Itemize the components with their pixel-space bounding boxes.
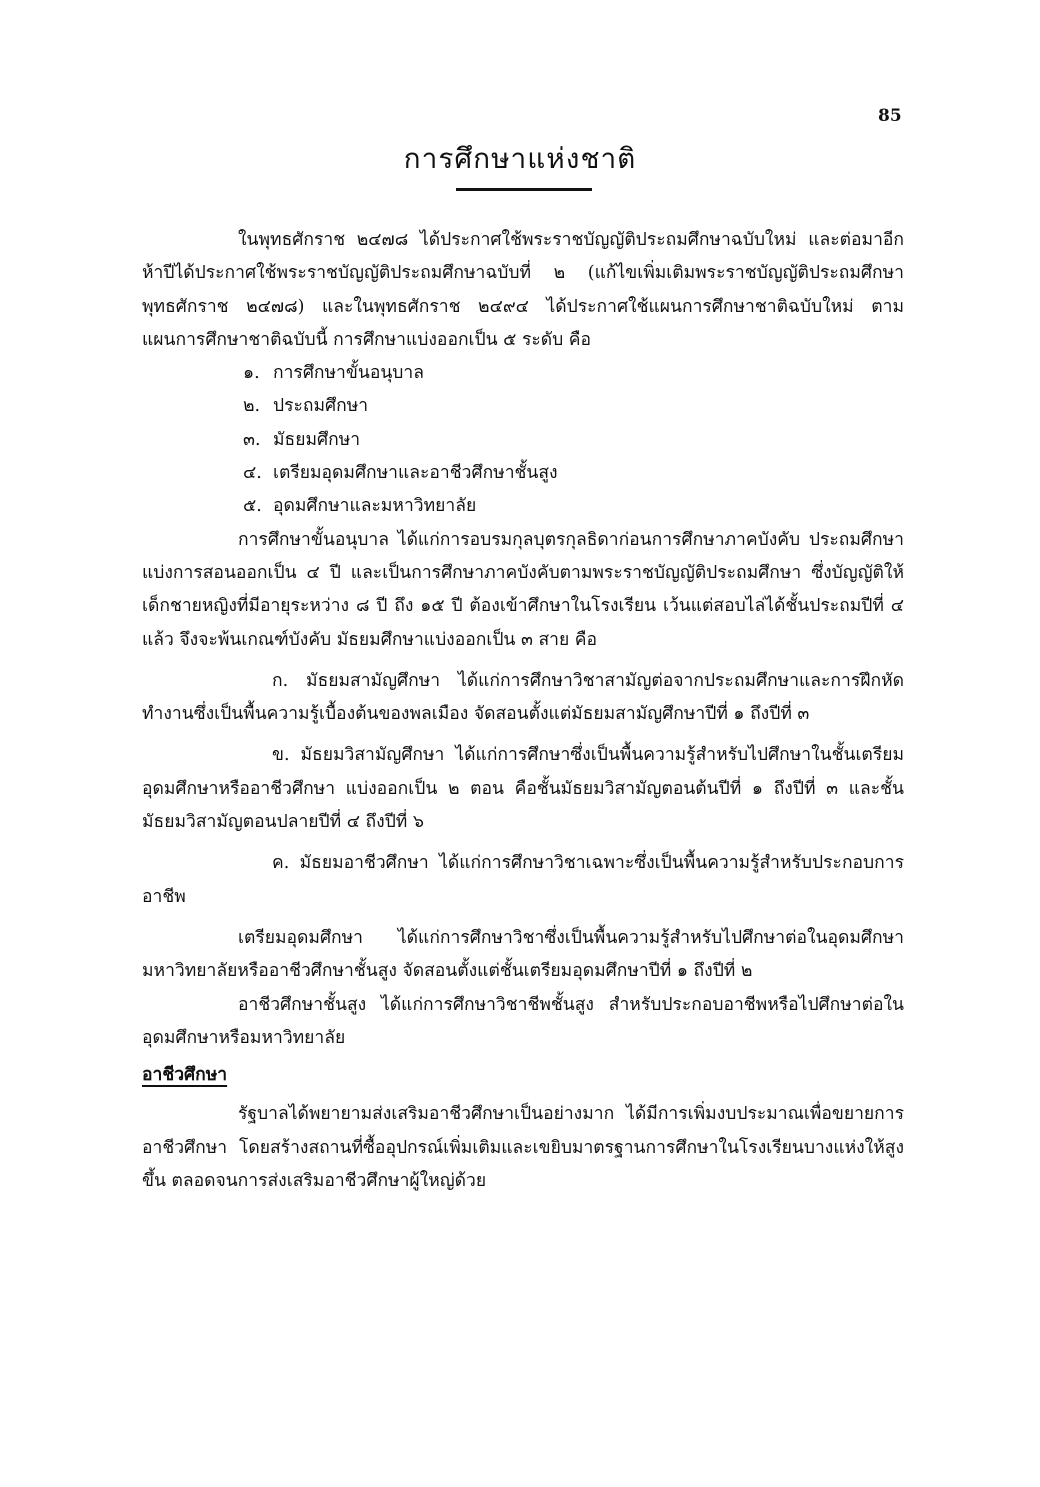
list-item-number: ๓. <box>243 429 261 450</box>
higher-vocational-paragraph: อาชีวศึกษาชั้นสูง ได้แก่การศึกษาวิชาชีพชั้นสูง สำหรับประกอบอาชีพหรือไปศึกษาต่อในอุดมศึกษาหรือมหาวิทยาลัย <box>142 994 904 1048</box>
stream-a-paragraph: ก. มัธยมสามัญศึกษา ได้แก่การศึกษาวิชาสามัญต่อจากประถมศึกษาและการฝึกหัดทำงานซึ่งเป็นพื้นความรู้เบื้องต้นของพลเมือง จัดสอนตั้งแต่มัธยมสามัญศึกษาปีที่ ๑ ถึงปีที่ ๓ <box>142 670 904 725</box>
list-item-number: ๑. <box>243 363 260 384</box>
kindergarten-paragraph: การศึกษาขั้นอนุบาล ได้แก่การอบรมกุลบุตรกุลธิดาก่อนการศึกษาภาคบังคับ ประถมศึกษาแบ่งการสอนออกเป็น ๔ ปี และเป็นการศึกษาภาคบังคับตามพระราชบัญญัติประถมศึกษา ซึ่งบัญญัติให้เด็กชายหญิงที่มีอายุระหว่าง ๘ ปี ถึง ๑๕ ปี ต้องเข้าศึกษาในโรงเรียน เว้นแต่สอบไล่ได้ชั้นประถมปีที่ ๔ แล้ว จึงจะพ้นเกณฑ์บังคับ มัธยมศึกษาแบ่งออกเป็น ๓ สาย คือ <box>142 529 904 650</box>
list-item-label: มัธยมศึกษา <box>273 429 361 450</box>
list-item-number: ๕. <box>243 496 262 517</box>
intro-paragraph: ในพุทธศักราช ๒๔๗๘ ได้ประกาศใช้พระราชบัญญัติประถมศึกษาฉบับใหม่ และต่อมาอีกห้าปีได้ประกาศใช้พระราชบัญญัติประถมศึกษาฉบับที่ ๒ (แก้ไขเพิ่มเติมพระราชบัญญัติประถมศึกษาพุทธศักราช ๒๔๗๘) และในพุทธศักราช ๒๔๙๔ ได้ประกาศใช้แผนการศึกษาชาติฉบับใหม่ ตามแผนการศึกษาชาติฉบับนี้ การศึกษาแบ่งออกเป็น ๕ ระดับ คือ <box>142 230 904 350</box>
section-heading: อาชีวศึกษา <box>142 1065 228 1086</box>
stream-b-paragraph: ข. มัธยมวิสามัญศึกษา ได้แก่การศึกษาซึ่งเป็นพื้นความรู้สำหรับไปศึกษาในชั้นเตรียมอุดมศึกษาหรืออาชีวศึกษา แบ่งออกเป็น ๒ ตอน คือชั้นมัธยมวิสามัญตอนต้นปีที่ ๑ ถึงปีที่ ๓ และชั้นมัธยมวิสามัญตอนปลายปีที่ ๔ ถึงปีที่ ๖ <box>142 745 904 833</box>
prep-paragraph: เตรียมอุดมศึกษา ได้แก่การศึกษาวิชาซึ่งเป็นพื้นความรู้สำหรับไปศึกษาต่อในอุดมศึกษา มหาวิทยาลัยหรืออาชีวศึกษาชั้นสูง จัดสอนตั้งแต่ชั้นเตรียมอุดมศึกษาปีที่ ๑ ถึงปีที่ ๒ <box>142 927 904 982</box>
section-paragraph: รัฐบาลได้พยายามส่งเสริมอาชีวศึกษาเป็นอย่างมาก ได้มีการเพิ่มงบประมาณเพื่อขยายการอาชีวศึกษา โดยสร้างสถานที่ซื้ออุปกรณ์เพิ่มเติมและเขยิบมาตรฐานการศึกษาในโรงเรียนบางแห่งให้สูงขึ้น ตลอดจนการส่งเสริมอาชีวศึกษาผู้ใหญ่ด้วย <box>142 1104 904 1192</box>
list-item-label: การศึกษาขั้นอนุบาล <box>273 363 424 384</box>
list-item-label: เตรียมอุดมศึกษาและอาชีวศึกษาชั้นสูง <box>273 463 558 484</box>
title-underline <box>456 188 592 191</box>
page-title: การศึกษาแห่งชาติ <box>403 142 637 175</box>
list-item-label: ประถมศึกษา <box>273 396 369 417</box>
list-item <box>142 457 904 490</box>
stream-c-paragraph: ค. มัธยมอาชีวศึกษา ได้แก่การศึกษาวิชาเฉพาะซึ่งเป็นพื้นความรู้สำหรับประกอบการอาชีพ <box>142 853 904 907</box>
page-number: 85 <box>878 106 902 126</box>
list-item-number: ๔. <box>243 463 262 484</box>
list-item-number: ๒. <box>243 396 261 417</box>
education-levels-list <box>142 357 904 523</box>
list-item <box>142 490 904 523</box>
list-item-label: อุดมศึกษาและมหาวิทยาลัย <box>273 496 477 517</box>
list-item <box>142 357 904 390</box>
document-body <box>142 224 904 1198</box>
list-item <box>142 424 904 457</box>
list-item <box>142 390 904 423</box>
